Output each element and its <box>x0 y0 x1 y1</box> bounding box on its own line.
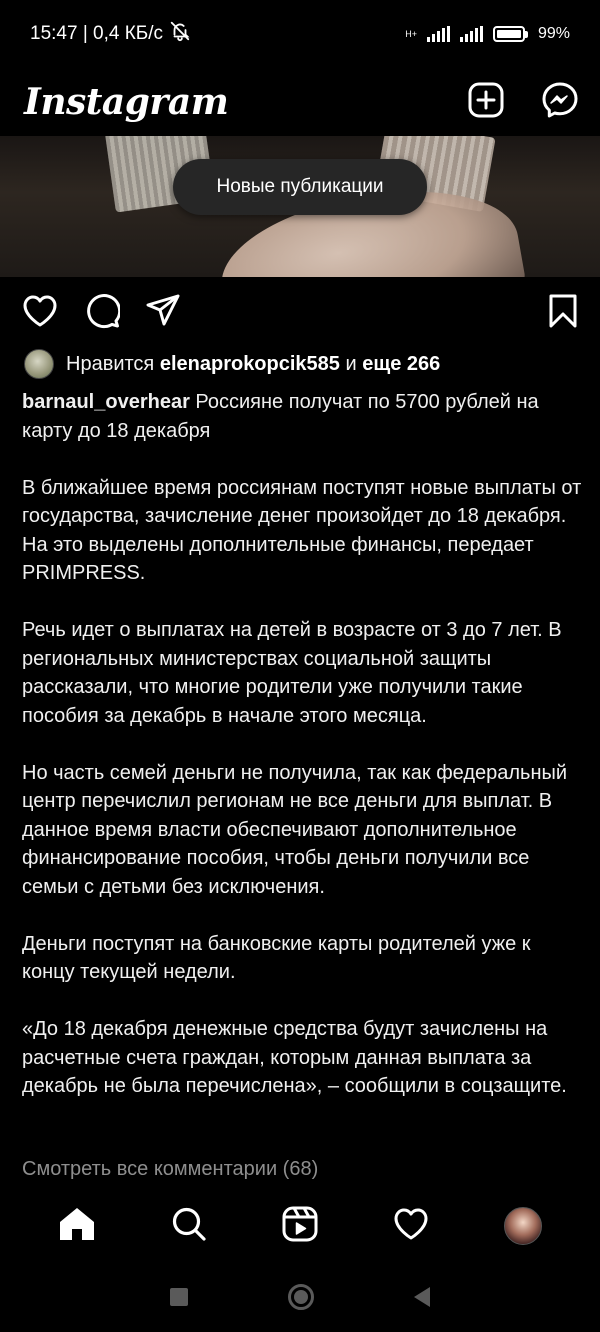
comment-bubble-icon[interactable] <box>84 293 120 334</box>
bottom-nav <box>0 1196 600 1256</box>
caption-headline <box>22 388 582 445</box>
caption-paragraph: «До 18 декабря денежные средства будут зачислены на расчетные счета граждан, которым данная выплата за декабрь не была перечислена», – сообщили в соцзащите. <box>22 1018 567 1097</box>
header-actions <box>468 82 578 123</box>
activity-heart-icon[interactable] <box>393 1207 429 1246</box>
reels-icon[interactable] <box>282 1206 318 1247</box>
plus-square-icon[interactable] <box>468 82 504 123</box>
caption-username[interactable]: barnaul_overhear <box>22 391 190 413</box>
instagram-logo[interactable]: Instagram <box>24 81 229 123</box>
likes-middle: и <box>345 352 357 375</box>
likes-user[interactable]: elenaprokopcik585 <box>159 352 340 375</box>
profile-avatar[interactable] <box>504 1207 542 1245</box>
like-heart-icon[interactable] <box>22 294 58 333</box>
home-circle-icon[interactable] <box>288 1284 314 1310</box>
post-image[interactable] <box>0 136 600 277</box>
network-type: H+ <box>405 28 417 39</box>
muted-bell-icon <box>169 20 191 48</box>
battery-icon <box>493 26 528 42</box>
recent-apps-icon[interactable] <box>170 1288 188 1306</box>
liker-avatar[interactable] <box>24 349 54 379</box>
search-icon[interactable] <box>171 1206 207 1247</box>
share-paper-plane-icon[interactable] <box>146 294 180 333</box>
view-all-comments-link[interactable]: Смотреть все комментарии (68) <box>22 1158 319 1180</box>
post-actions-left <box>22 293 180 334</box>
home-icon[interactable] <box>58 1206 96 1247</box>
new-posts-button[interactable]: Новые публикации <box>173 159 427 215</box>
likes-text[interactable] <box>66 353 440 376</box>
post-actions-bar <box>0 287 600 339</box>
messenger-icon[interactable] <box>542 82 578 123</box>
app-header <box>0 68 600 136</box>
caption-paragraph: Но часть семей деньги не получила, так как федеральный центр перечислил регионам не все деньги для выплат. В данное время власти обеспечивают дополнительное финансирование пособия, чтобы деньги получили все семьи с детьми без исключения. <box>22 761 568 898</box>
likes-others[interactable]: еще 266 <box>362 352 441 375</box>
signal-icon <box>427 26 450 42</box>
caption-paragraph: В ближайшее время россиянам поступят новые выплаты от государства, зачисление денег произойдет до 18 декабря. На это выделены дополнительные финансы, передает PRIMPRESS. <box>22 476 582 584</box>
status-left <box>30 20 191 48</box>
caption-paragraph: Деньги поступят на банковские карты родителей уже к концу текущей недели. <box>22 932 531 983</box>
post-caption <box>22 388 582 1129</box>
status-bar <box>0 0 600 68</box>
status-time: 15:47 | 0,4 КБ/с <box>30 23 164 44</box>
caption-headline-text: Россияне получат по 5700 рублей на карту до 18 декабря <box>22 391 539 442</box>
caption-paragraph: Речь идет о выплатах на детей в возрасте от 3 до 7 лет. В региональных министерствах социальной защиты рассказали, что многие родители уже получили такие пособия за декабрь в начале этого месяца. <box>22 619 562 727</box>
signal-icon-2 <box>460 26 483 42</box>
status-right <box>405 25 570 43</box>
back-triangle-icon[interactable] <box>414 1287 430 1307</box>
likes-prefix: Нравится <box>66 352 155 375</box>
bookmark-icon[interactable] <box>548 294 578 333</box>
battery-percent: 99% <box>537 25 570 42</box>
likes-row[interactable] <box>24 349 440 379</box>
system-nav-bar <box>0 1262 600 1332</box>
